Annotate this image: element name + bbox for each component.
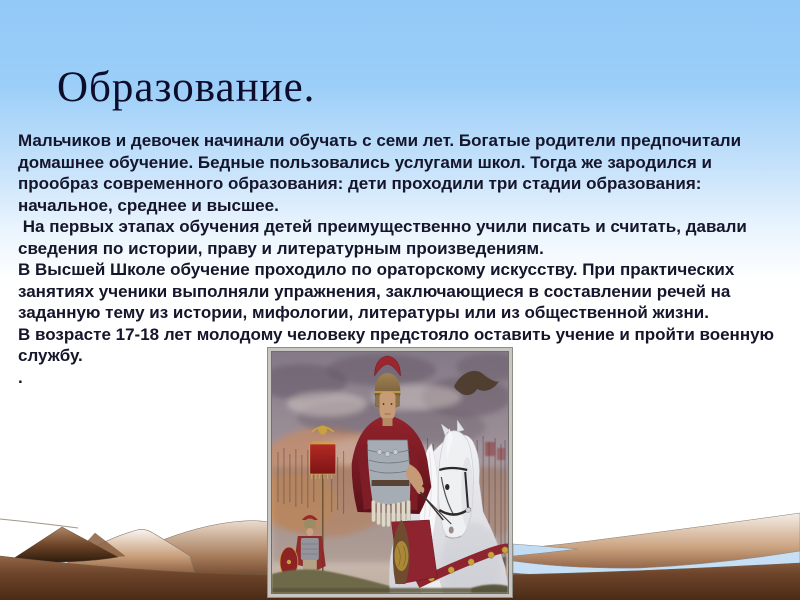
paragraph-first-stages: На первых этапах обучения детей преимущественно учили писать и считать, давали сведения по истории, праву и литературным произведениям. bbox=[18, 217, 752, 258]
paragraph-military-service: В возрасте 17-18 лет молодому человеку предстояло оставить учение и пройти военную службу. bbox=[18, 324, 779, 365]
paragraph-education-start: Мальчиков и девочек начинали обучать с семи лет. Богатые родители предпочитали домашнее обучение. Бедные пользовались услугами школ. Тогда же зародился и прообраз современного образования: дети проходили три стадии образования: начальное, среднее и высшее. bbox=[18, 131, 746, 215]
bridle-disc bbox=[466, 508, 471, 513]
slide-body-text bbox=[18, 130, 779, 388]
commander-face bbox=[380, 392, 396, 421]
trailing-period: . bbox=[18, 367, 23, 387]
roman-commander-artwork bbox=[272, 352, 508, 593]
paragraph-higher-school: В Высшей Школе обучение проходило по ораторскому искусству. При практических занятиях ученики выполняли упражнения, заключающиеся в составлении речей на заданную тему из истории, мифологии, литературы или из общественной жизни. bbox=[18, 260, 740, 322]
slide-title: Образование. bbox=[57, 64, 316, 111]
